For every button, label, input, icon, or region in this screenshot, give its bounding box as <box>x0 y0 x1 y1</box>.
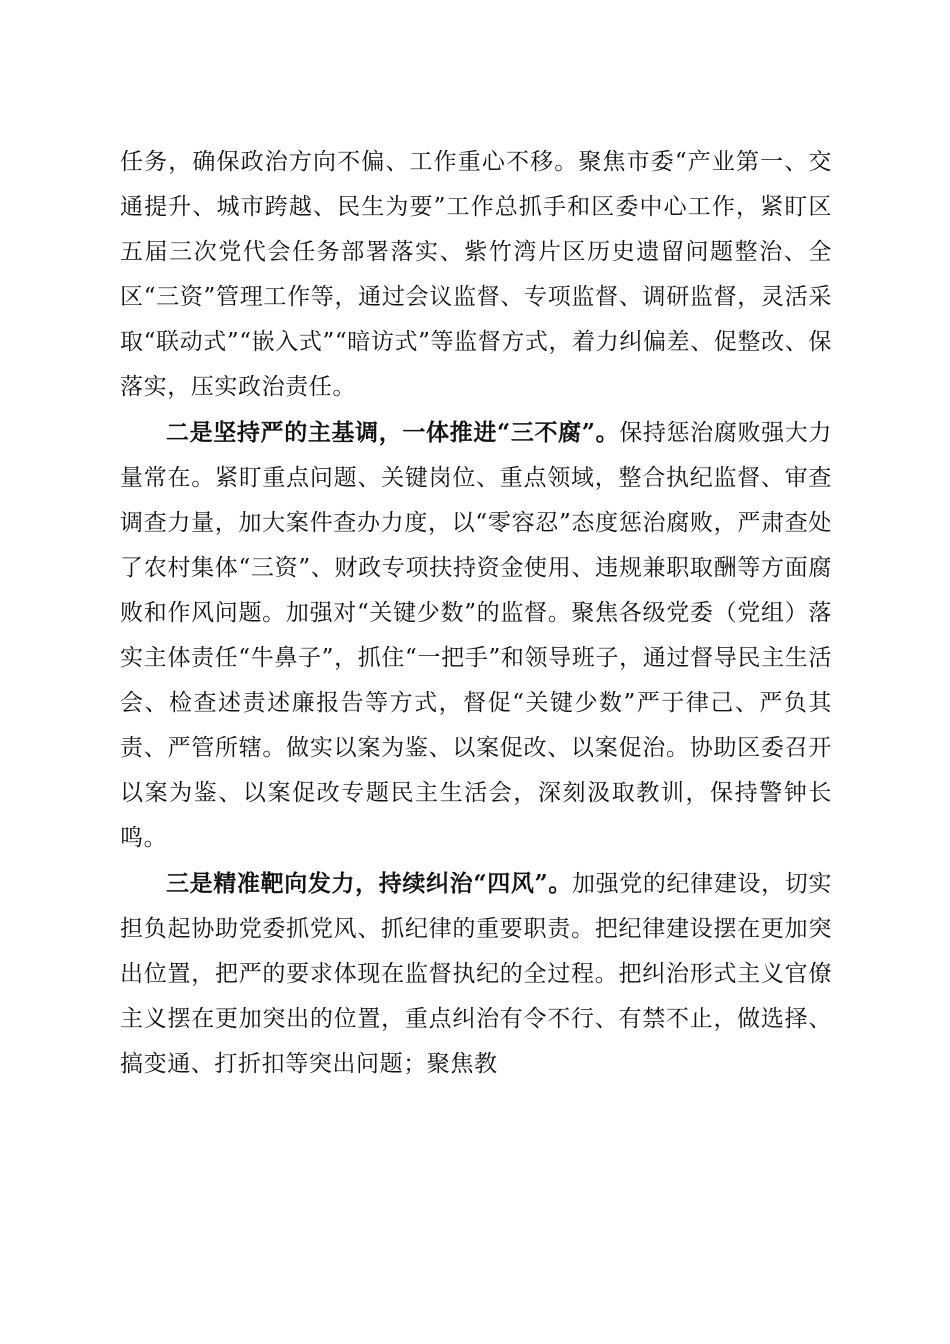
paragraph-3 <box>120 861 832 1087</box>
paragraph-3-lead: 三是精准靶向发力，持续纠治“四风”。 <box>166 870 572 897</box>
paragraph-3-body: 加强党的纪律建设，切实担负起协助党委抓党风、抓纪律的重要职责。把纪律建设摆在更加突出位置，把严的要求体现在监督执纪的全过程。把纠治形式主义官僚主义摆在更加突出的位置，重点纠治有令不行、有禁不止，做选择、搞变通、打折扣等突出问题；聚焦教 <box>120 871 832 1077</box>
paragraph-1 <box>120 139 832 410</box>
paragraph-1-body: 任务，确保政治方向不偏、工作重心不移。聚焦市委“产业第一、交通提升、城市跨越、民生为要”工作总抓手和区委中心工作，紧盯区五届三次党代会任务部署落实、紫竹湾片区历史遗留问题整治、全区“三资”管理工作等，通过会议监督、专项监督、调研监督，灵活采取“联动式”“嵌入式”“暗访式”等监督方式，着力纠偏差、促整改、保落实，压实政治责任。 <box>120 149 832 400</box>
document-page <box>120 139 832 1087</box>
paragraph-2-lead: 二是坚持严的主基调，一体推进“三不腐”。 <box>166 419 620 446</box>
paragraph-2-body: 保持惩治腐败强大力量常在。紧盯重点问题、关键岗位、重点领域，整合执纪监督、审查调查力量，加大案件查办力度，以“零容忍”态度惩治腐败，严肃查处了农村集体“三资”、财政专项扶持资金使用、违规兼职取酬等方面腐败和作风问题。加强对“关键少数”的监督。聚焦各级党委（党组）落实主体责任“牛鼻子”，抓住“一把手”和领导班子，通过督导民主生活会、检查述责述廉报告等方式，督促“关键少数”严于律己、严负其责、严管所辖。做实以案为鉴、以案促改、以案促治。协助区委召开以案为鉴、以案促改专题民主生活会，深刻汲取教训，保持警钟长鸣。 <box>120 420 832 851</box>
paragraph-2 <box>120 410 832 861</box>
